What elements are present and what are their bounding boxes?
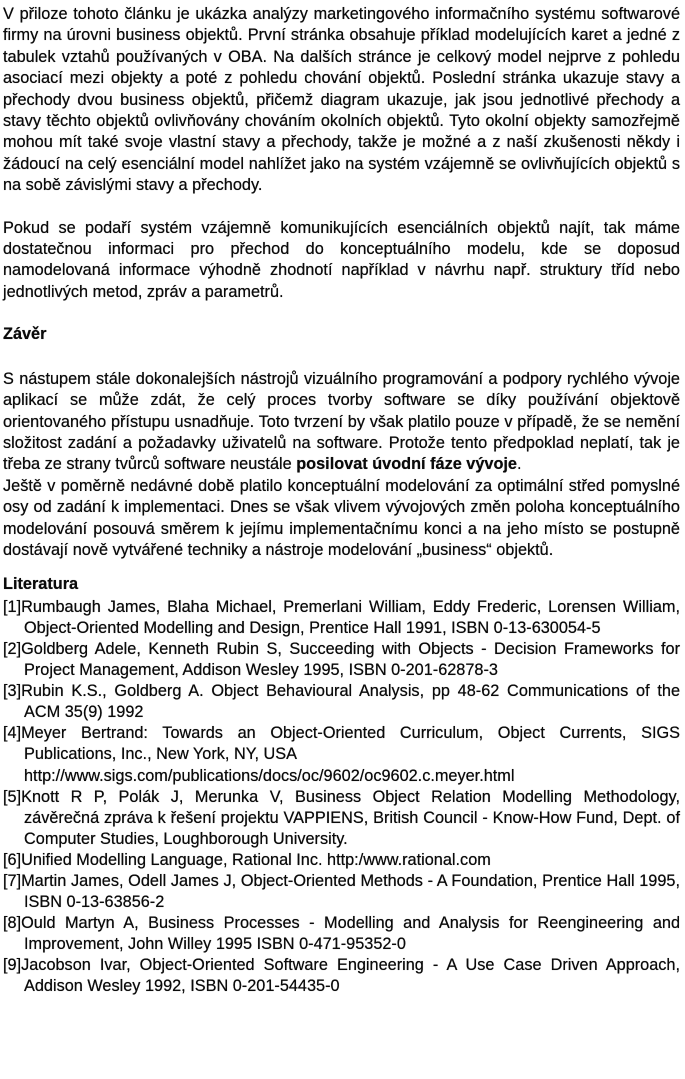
references-list — [3, 597, 680, 998]
conclusion-paragraph-1-period: . — [516, 455, 522, 474]
reference-item-7: [7]Martin James, Odell James J, Object-Oriented Methods - A Foundation, Prentice Hall 1995, ISBN 0-13-63856-2 — [3, 871, 680, 912]
reference-item-4-url: http://www.sigs.com/publications/docs/oc/9602/oc9602.c.meyer.html — [24, 766, 515, 785]
conclusion-heading: Závěr — [3, 325, 47, 344]
conclusion-paragraph-1-text: S nástupem stále dokonalejších nástrojů vizuálního programování a podpory rychlého vývoje aplikací se může zdát, že celý proces tvorby software se díky používání objektově orientovaného přístupu usnadňuje. Toto tvrzení by však platilo pouze v případě, že se nemění složitost zadání a požadavky uživatelů na software. Protože tento předpoklad neplatí, tak je třeba ze strany tvůrců software neustále — [3, 369, 680, 474]
references-heading: Literatura — [3, 575, 79, 594]
conclusion-paragraph-1 — [3, 369, 680, 476]
reference-item-2: [2]Goldberg Adele, Kenneth Rubin S, Succeeding with Objects - Decision Frameworks for Project Management, Addison Wesley 1995, ISBN 0-201-62878-3 — [3, 639, 680, 680]
conclusion-bold-phrase: posilovat úvodní fáze vývoje — [296, 455, 517, 474]
reference-item-9: [9]Jacobson Ivar, Object-Oriented Software Engineering - A Use Case Driven Approach, Addison Wesley 1992, ISBN 0-201-54435-0 — [3, 956, 680, 996]
reference-item-4 — [3, 723, 680, 786]
reference-item-4-text: [4]Meyer Bertrand: Towards an Object-Oriented Curriculum, Object Currents, SIGS Publications, Inc., New York, NY, USA — [3, 724, 680, 764]
conclusion-paragraph-2: Ještě v poměrně nedávné době platilo konceptuální modelování za optimální střed pomyslné osy od zadání k implementaci. Dnes se však vlivem vývojových změn poloha konceptuálního modelování posouvá směrem k jejímu implementačnímu konci a na jeho místo se postupně dostávají nově vytvářené techniky a nástroje modelování „business“ objektů. — [3, 476, 680, 559]
transition-paragraph: Pokud se podaří systém vzájemně komunikujících esenciálních objektů najít, tak máme dostatečnou informaci pro přechod do konceptuálního modelu, kde se doposud namodelovaná informace výhodně zhodnotí například v návrhu např. struktury tříd nebo jednotlivých metod, zpráv a parametrů. — [3, 218, 680, 301]
reference-item-5: [5]Knott R P, Polák J, Merunka V, Business Object Relation Modelling Methodology, závěrečná zpráva k řešení projektu VAPPIENS, British Council - Know-How Fund, Dept. of Computer Studies, Loughborough University. — [3, 787, 680, 848]
reference-item-6: [6]Unified Modelling Language, Rational Inc. http:/www.rational.com — [3, 850, 491, 869]
reference-item-3: [3]Rubin K.S., Goldberg A. Object Behavioural Analysis, pp 48-62 Communications of the ACM 35(9) 1992 — [3, 682, 680, 722]
reference-item-1: [1]Rumbaugh James, Blaha Michael, Premerlani William, Eddy Frederic, Lorensen William, Object-Oriented Modelling and Design, Prentice Hall 1991, ISBN 0-13-630054-5 — [3, 597, 680, 637]
reference-item-8: [8]Ould Martyn A, Business Processes - Modelling and Analysis for Reengineering and Improvement, John Willey 1995 ISBN 0-471-95352-0 — [3, 914, 680, 954]
intro-paragraph: V přiloze tohoto článku je ukázka analýzy marketingového informačního systému softwarové firmy na úrovni business objektů. První stránka obsahuje příklad modelujících karet a jedné z tabulek vztahů používaných v OBA. Na dalších stránce je celkový model nejprve z pohledu asociací mezi objekty a poté z pohledu chování objektů. Poslední stránka ukazuje stavy a přechody dvou business objektů, přičemž diagram ukazuje, jak jsou jednotlivé přechody a stavy těchto objektů ovlivňovány chováním okolních objektů. Tyto okolní objekty samozřejmě mohou mít také svoje vlastní stavy a přechody, takže je možné a z naší zkušenosti někdy i žádoucí na celý esenciální model nahlížet jako na systém vzájemně se ovlivňujících objektů s na sobě závislými stavy a přechody. — [3, 5, 680, 195]
